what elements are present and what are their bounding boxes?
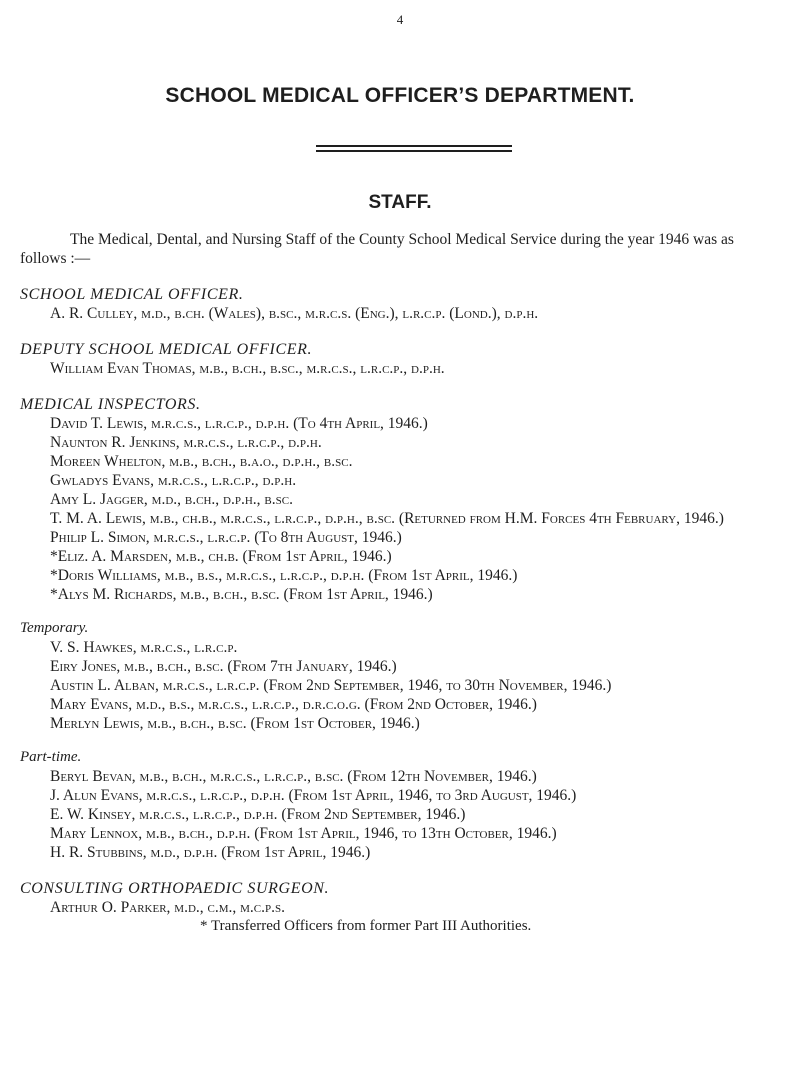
title-rule-top — [316, 145, 512, 147]
section-heading-deputy: DEPUTY SCHOOL MEDICAL OFFICER. — [20, 341, 313, 358]
section-heading-smo: SCHOOL MEDICAL OFFICER. — [20, 286, 244, 303]
staff-entry: E. W. Kinsey, m.r.c.s., l.r.c.p., d.p.h. (From 2nd September, 1946.) — [50, 806, 466, 823]
title-rule-bottom — [316, 150, 512, 152]
staff-entry: Moreen Whelton, m.b., b.ch., b.a.o., d.p.h., b.sc. — [50, 453, 353, 470]
section-heading-temporary: Temporary. — [20, 620, 89, 636]
section-heading-part-time: Part-time. — [20, 749, 82, 765]
staff-entry: Arthur O. Parker, m.d., c.m., m.c.p.s. — [50, 899, 285, 916]
staff-entry-text: T. M. A. Lewis, m.b., ch.b., m.r.c.s., l.r.c.p., d.p.h., b.sc. (Returned from H.M. Forces 4th February, 1946.) — [50, 510, 724, 527]
staff-entry: *Doris Williams, m.b., b.s., m.r.c.s., l.r.c.p., d.p.h. (From 1st April, 1946.) — [50, 567, 518, 584]
staff-entry: H. R. Stubbins, m.d., d.p.h. (From 1st April, 1946.) — [50, 844, 371, 861]
staff-entry: Eiry Jones, m.b., b.ch., b.sc. (From 7th January, 1946.) — [50, 658, 397, 675]
page-title: SCHOOL MEDICAL OFFICER’S DEPARTMENT. — [165, 84, 635, 107]
staff-entry — [20, 509, 780, 528]
intro-paragraph: The Medical, Dental, and Nursing Staff of the County School Medical Service during the year 1946 was as follows :— — [20, 231, 734, 267]
page-number: 4 — [396, 12, 404, 27]
staff-entry: A. R. Culley, m.d., b.ch. (Wales), b.sc., m.r.c.s. (Eng.), l.r.c.p. (Lond.), d.p.h. — [50, 305, 539, 322]
staff-entry: Beryl Bevan, m.b., b.ch., m.r.c.s., l.r.c.p., b.sc. (From 12th November, 1946.) — [50, 768, 537, 785]
footnote: * Transferred Officers from former Part III Authorities. — [200, 918, 532, 934]
staff-entry: Philip L. Simon, m.r.c.s., l.r.c.p. (To 8th August, 1946.) — [50, 529, 402, 546]
staff-entry: J. Alun Evans, m.r.c.s., l.r.c.p., d.p.h. (From 1st April, 1946, to 3rd August, 1946.) — [50, 787, 577, 804]
staff-entry: Naunton R. Jenkins, m.r.c.s., l.r.c.p., d.p.h. — [50, 434, 322, 451]
staff-entry: Gwladys Evans, m.r.c.s., l.r.c.p., d.p.h. — [50, 472, 297, 489]
staff-entry: Austin L. Alban, m.r.c.s., l.r.c.p. (From 2nd September, 1946, to 30th November, 1946.) — [50, 677, 612, 694]
staff-entry: V. S. Hawkes, m.r.c.s., l.r.c.p. — [50, 639, 238, 656]
section-heading-inspectors: MEDICAL INSPECTORS. — [20, 396, 201, 413]
staff-entry: Mary Lennox, m.b., b.ch., d.p.h. (From 1st April, 1946, to 13th October, 1946.) — [50, 825, 557, 842]
staff-heading: STAFF. — [368, 192, 432, 213]
staff-entry: David T. Lewis, m.r.c.s., l.r.c.p., d.p.h. (To 4th April, 1946.) — [50, 415, 428, 432]
section-heading-orthopaedic: CONSULTING ORTHOPAEDIC SURGEON. — [20, 880, 330, 897]
staff-entry: Amy L. Jagger, m.d., b.ch., d.p.h., b.sc. — [50, 491, 293, 508]
staff-content — [20, 230, 780, 936]
staff-entry: William Evan Thomas, m.b., b.ch., b.sc., m.r.c.s., l.r.c.p., d.p.h. — [50, 360, 445, 377]
staff-entry: *Eliz. A. Marsden, m.b., ch.b. (From 1st April, 1946.) — [50, 548, 392, 565]
staff-entry: *Alys M. Richards, m.b., b.ch., b.sc. (From 1st April, 1946.) — [50, 586, 433, 603]
staff-entry: Merlyn Lewis, m.b., b.ch., b.sc. (From 1st October, 1946.) — [50, 715, 420, 732]
staff-entry: Mary Evans, m.d., b.s., m.r.c.s., l.r.c.p., d.r.c.o.g. (From 2nd October, 1946.) — [50, 696, 537, 713]
